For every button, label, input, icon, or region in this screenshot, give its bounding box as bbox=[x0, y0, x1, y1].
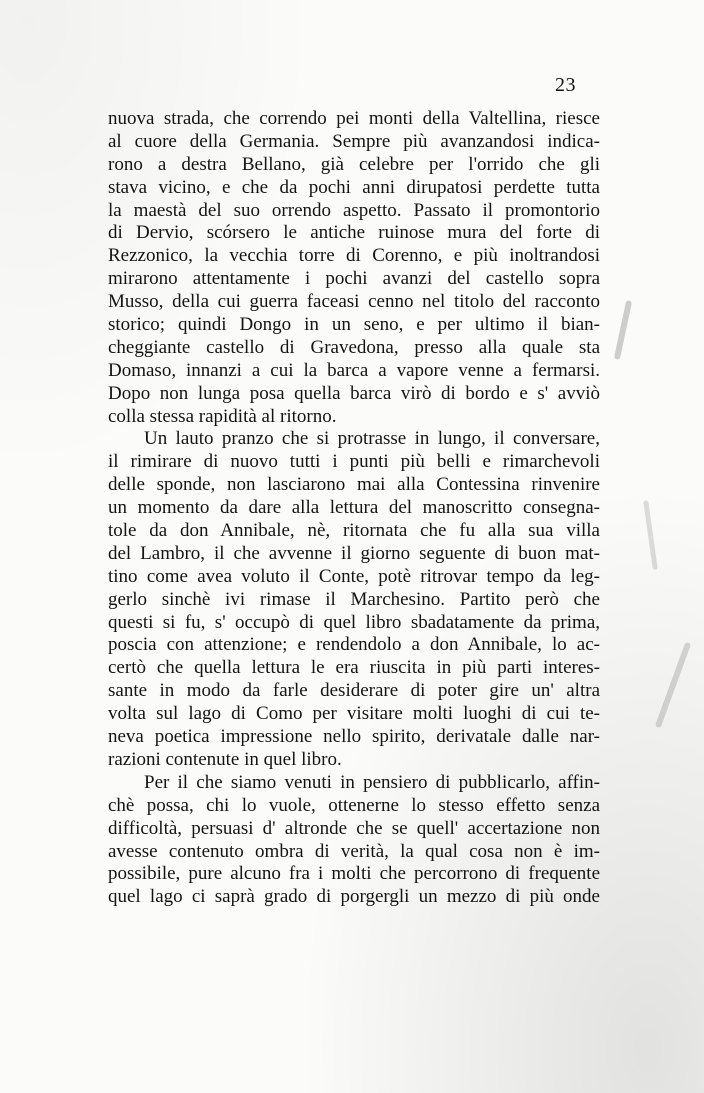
text-line: volta sul lago di Como per visitare molti luoghi di cui te- bbox=[108, 703, 600, 725]
text-line: razioni contenute in quel libro. bbox=[108, 748, 342, 770]
text-line: certò che quella lettura le era riuscita in più parti interes- bbox=[108, 657, 600, 679]
text-line: nuova strada, che correndo pei monti della Valtellina, riesce bbox=[108, 108, 600, 129]
text-line: la maestà del suo orrendo aspetto. Passato il promontorio bbox=[108, 199, 600, 221]
text-line: poscia con attenzione; e rendendolo a don Annibale, lo ac- bbox=[108, 634, 600, 656]
page-number: 23 bbox=[555, 74, 576, 96]
text-line: Per il che siamo venuti in pensiero di pubblicarlo, affin- bbox=[144, 771, 600, 793]
text-line: chè possa, chi lo vuole, ottenerne lo stesso effetto senza bbox=[108, 794, 600, 816]
text-line: colla stessa rapidità al ritorno. bbox=[108, 405, 337, 427]
text-line: del Lambro, il che avvenne il giorno seguente di buon mat- bbox=[108, 542, 600, 564]
text-line: di Dervio, scórsero le antiche ruinose mura del forte di bbox=[108, 222, 600, 244]
text-line: Un lauto pranzo che si protrasse in lungo, il conversare, bbox=[144, 428, 600, 450]
text-line: Dopo non lunga posa quella barca virò di bordo e s' avviò bbox=[108, 382, 600, 404]
text-line: avesse contenuto ombra di verità, la qual cosa non è im- bbox=[108, 840, 600, 862]
body-text bbox=[108, 108, 600, 909]
text-line: difficoltà, persuasi d' altronde che se quell' accertazione non bbox=[108, 817, 600, 839]
text-line: sante in modo da farle desiderare di poter gire un' altra bbox=[108, 680, 600, 702]
text-line: Musso, della cui guerra faceasi cenno nel titolo del racconto bbox=[108, 291, 600, 313]
text-line: delle sponde, non lasciarono mai alla Contessina rinvenire bbox=[108, 474, 600, 496]
text-line: cheggiante castello di Gravedona, presso alla quale sta bbox=[108, 336, 600, 358]
ink-mark bbox=[655, 642, 691, 729]
text-line: Domaso, innanzi a cui la barca a vapore venne a fermarsi. bbox=[108, 359, 600, 381]
text-line: tole da don Annibale, nè, ritornata che fu alla sua villa bbox=[108, 520, 600, 542]
text-line: al cuore della Germania. Sempre più avanzandosi indica- bbox=[108, 130, 600, 152]
text-line: un momento da dare alla lettura del manoscritto consegna- bbox=[108, 497, 600, 519]
text-line: possibile, pure alcuno fra i molti che percorrono di frequente bbox=[108, 863, 600, 885]
ink-mark bbox=[643, 500, 658, 570]
text-line: rono a destra Bellano, già celebre per l'orrido che gli bbox=[108, 153, 600, 175]
text-line: storico; quindi Dongo in un seno, e per ultimo il bian- bbox=[108, 314, 600, 336]
text-line: mirarono attentamente i pochi avanzi del castello sopra bbox=[108, 268, 600, 290]
text-line: il rimirare di nuovo tutti i punti più belli e rimarchevoli bbox=[108, 451, 600, 473]
text-line: tino come avea voluto il Conte, potè ritrovar tempo da leg- bbox=[108, 565, 600, 587]
text-line: questi si fu, s' occupò di quel libro sbadatamente da prima, bbox=[108, 611, 600, 633]
ink-mark bbox=[614, 300, 632, 360]
text-line: Rezzonico, la vecchia torre di Corenno, e più inoltrandosi bbox=[108, 245, 600, 267]
text-line: stava vicino, e che da pochi anni dirupatosi perdette tutta bbox=[108, 176, 600, 198]
text-line: neva poetica impressione nello spirito, derivatale dalle nar- bbox=[108, 726, 600, 748]
text-line: quel lago ci saprà grado di porgergli un mezzo di più onde bbox=[108, 886, 600, 908]
text-line: gerlo sinchè ivi rimase il Marchesino. Partito però che bbox=[108, 588, 600, 610]
